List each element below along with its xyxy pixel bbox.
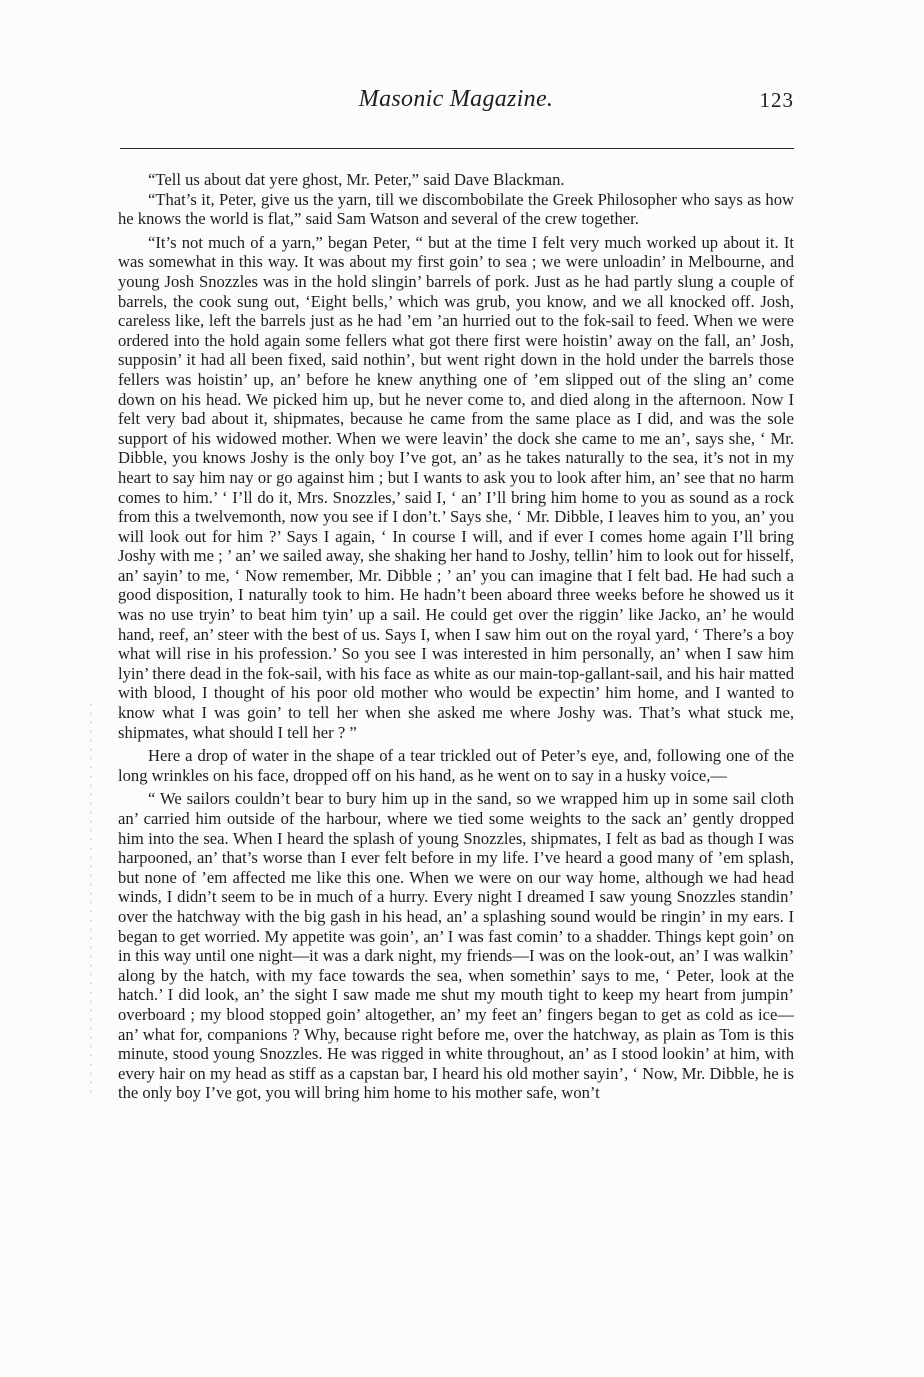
paragraph: “Tell us about dat yere ghost, Mr. Peter,” said Dave Blackman. <box>148 170 565 189</box>
margin-speckle <box>88 700 94 1100</box>
paragraph: Here a drop of water in the shape of a tear trickled out of Peter’s eye, and, following one of the long wrinkles on his face, dropped off on his hand, as he went on to say in a husky voice,— <box>118 746 794 785</box>
paragraph: “That’s it, Peter, give us the yarn, till we discombobilate the Greek Philosopher who says as how he knows the world is flat,” said Sam Watson and several of the crew together. <box>118 189 794 229</box>
paragraph: “ We sailors couldn’t bear to bury him up in the sand, so we wrapped him up in some sail cloth an’ carried him outside of the harbour, where we tied some weights to the sack an’ gently dropped him into the sea. When I heard the splash of young Snozzles, shipmates, I felt as bad as though I was harpooned, an’ that’s worse than I ever felt before in my life. I’ve heard a good many of ’em splash, but none of ’em affected me like this one. When we were on our way home, although we had head winds, I didn’t seem to be in much of a hurry. Every night I dreamed I saw young Snozzles standin’ over the hatchway with the big gash in his head, an’ a splashing sound would be ringin’ in my ears. I began to get worried. My appetite was goin’, an’ I was fast comin’ to a shadder. Things kept goin’ on in this way until one night—it was a dark night, my friends—I was on the look-out, an’ I was walkin’ along by the hatch, with my face towards the sea, when somethin’ says to me, ‘ Peter, look at the hatch.’ I did look, an’ the sight I saw made me shut my mouth tight to keep my heart from jumpin’ overboard ; my blood stopped goin’ altogether, an’ my feet an’ fingers began to get as cold as ice—an’ what for, companions ? Why, because right before me, over the hatchway, as plain as Tom is this minute, stood young Snozzles. He was rigged in white throughout, an’ as I stood lookin’ at him, with every hair on my head as stiff as a capstan bar, I heard his old mother sayin’, ‘ Now, Mr. Dibble, he is the only boy I’ve got, you will bring him home to his mother safe, won’t <box>118 789 794 1103</box>
paragraph: “It’s not much of a yarn,” began Peter, “ but at the time I felt very much worked up about it. It was somewhat in this way. It was about my first goin’ to sea ; we were unloadin’ in Melbourne, and young Josh Snozzles was in the hold slingin’ barrels of pork. Just as he had partly slung a couple of barrels, the cook sung out, ‘Eight bells,’ which was grub, you know, and we all knocked off. Josh, careless like, left the barrels just as he had ’em ’an hurried out to the fok-sail to feed. When we were ordered into the hold again some fellers what got there first were hoistin’ away on the fall, an’ Josh, supposin’ it had all been fixed, said nothin’, but went right down in the hold under the barrels those fellers was hoistin’ up, an’ before he knew anything one of ’em slipped out of the sling an’ come down on his head. We picked him up, but he never come to, and died along in the afternoon. Now I felt very bad about it, shipmates, because he came from the same place as I did, and was the sole support of his widowed mother. When we were leavin’ the dock she came to me an’, says she, ‘ Mr. Dibble, you knows Joshy is the only boy I’ve got, an’ as he takes naturally to the sea, it’s not in my heart to say him nay or go against him ; but I wants to ask you to look after him, an’ see that no harm comes to him.’ ‘ I’ll do it, Mrs. Snozzles,’ said I, ‘ an’ I’ll bring him home to you as sound as a rock from this a twelvemonth, now you see if I don’t.’ Says she, ‘ Mr. Dibble, I leaves him to you, an’ you will look out for him ?’ Says I again, ‘ In course I will, and if ever I comes home again I’ll bring Joshy with me ; ’ an’ we sailed away, she shaking her hand to Joshy, tellin’ him to look out for hisself, an’ sayin’ to me, ‘ Now remember, Mr. Dibble ; ’ an’ you can imagine that I felt bad. He had such a good disposition, I naturally took to him. He hadn’t been aboard three weeks before he showed us it was no use tryin’ to beat him tyin’ up a sail. He could get over the riggin’ like Jacko, an’ he would hand, reef, an’ steer with the best of us. Says I, when I saw him out on the royal yard, ‘ There’s a boy what will rise in his profession.’ So you see I was interested in him personally, an’ when I saw him lyin’ there dead in the fok-sail, with his face as white as our main-top-gallant-sail, and his hair matted with blood, I thought of his poor old mother who would be expectin’ him home, and I wanted to know what I was goin’ to tell her when she asked me where Joshy was. That’s what stuck me, shipmates, what should I tell her ? ” <box>118 232 794 742</box>
page-header <box>118 86 794 120</box>
article-body <box>118 170 794 1103</box>
header-rule <box>120 148 794 149</box>
running-title: Masonic Magazine. <box>358 86 554 112</box>
page-number: 123 <box>759 88 794 112</box>
